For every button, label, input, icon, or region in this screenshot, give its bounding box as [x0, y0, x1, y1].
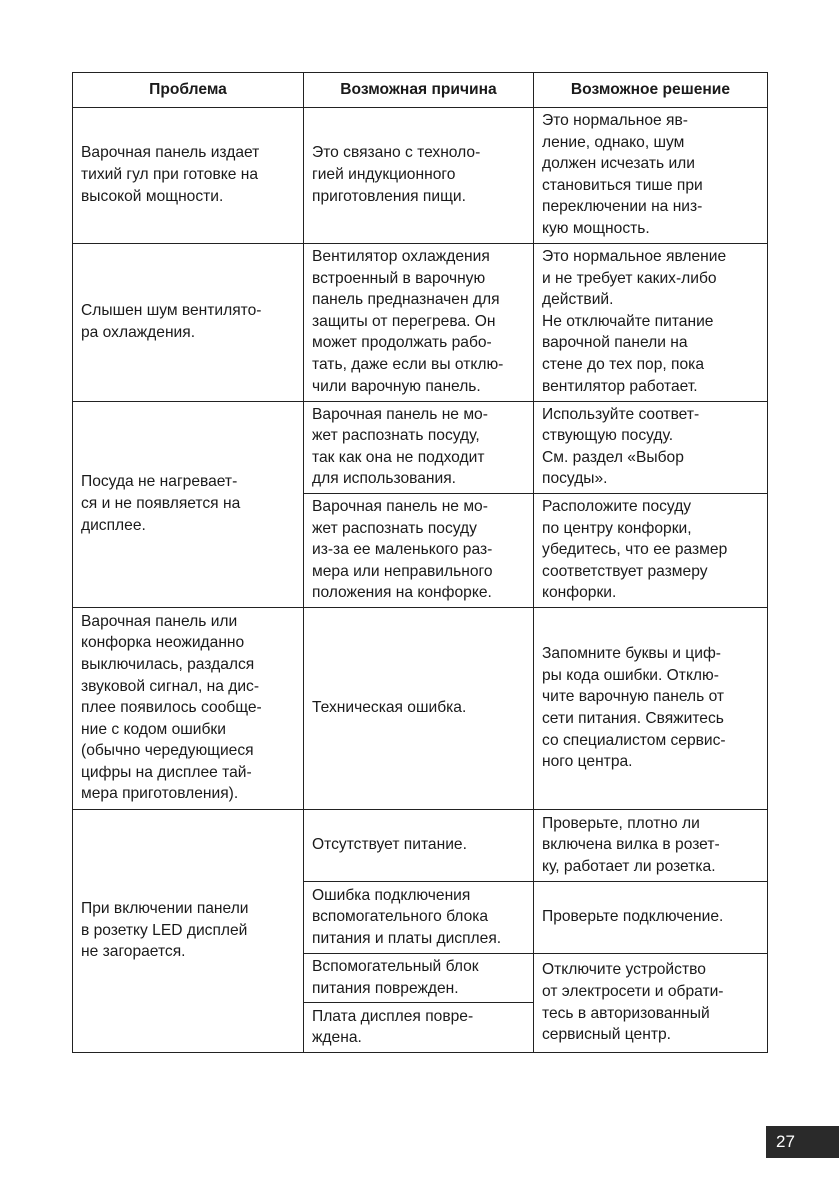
table-header-row	[73, 73, 768, 108]
cause-cell: Варочная панель не мо- жет распознать посуду из-за ее маленького раз- мера или неправильного положения на конфорке.	[304, 493, 534, 607]
cause-cell: Варочная панель не мо- жет распознать посуду, так как она не подходит для использования.	[304, 401, 534, 493]
problem-cell: Посуда не нагревает- ся и не появляется на дисплее.	[73, 401, 304, 607]
solution-cell: Запомните буквы и циф- ры кода ошибки. Отклю- чите варочную панель от сети питания. Свяжитесь со специалистом сервис- ного центра.	[534, 607, 768, 809]
problem-cell: Слышен шум вентилято- ра охлаждения.	[73, 243, 304, 401]
table-row	[73, 401, 768, 493]
solution-cell: Используйте соответ- ствующую посуду. См. раздел «Выбор посуды».	[534, 401, 768, 493]
cause-cell: Плата дисплея повре- ждена.	[304, 1003, 534, 1053]
cause-cell: Вентилятор охлаждения встроенный в варочную панель предназначен для защиты от перегрева. Он может продолжать рабо- тать, даже если вы отклю- чили варочную панель.	[304, 243, 534, 401]
solution-cell: Проверьте подключение.	[534, 881, 768, 953]
table-row	[73, 809, 768, 881]
header-problem: Проблема	[73, 73, 304, 108]
solution-cell: Это нормальное явление и не требует каких-либо действий. Не отключайте питание варочной панели на стене до тех пор, пока вентилятор работает.	[534, 243, 768, 401]
cause-cell: Это связано с техноло- гией индукционного приготовления пищи.	[304, 108, 534, 244]
solution-cell: Проверьте, плотно ли включена вилка в розет- ку, работает ли розетка.	[534, 809, 768, 881]
solution-cell: Это нормальное яв- ление, однако, шум должен исчезать или становиться тише при переключении на низ- кую мощность.	[534, 108, 768, 244]
table-row	[73, 108, 768, 244]
cause-cell: Вспомогательный блок питания поврежден.	[304, 953, 534, 1002]
cause-cell: Отсутствует питание.	[304, 809, 534, 881]
table-row	[73, 243, 768, 401]
cause-cell: Техническая ошибка.	[304, 607, 534, 809]
solution-cell: Отключите устройство от электросети и обрати- тесь в авторизованный сервисный центр.	[534, 953, 768, 1052]
solution-cell: Расположите посуду по центру конфорки, убедитесь, что ее размер соответствует размеру конфорки.	[534, 493, 768, 607]
problem-cell: Варочная панель или конфорка неожиданно выключилась, раздался звуковой сигнал, на дис- плее появилось сообще- ние с кодом ошибки (обычно чередующиеся цифры на дисплее тай- мера приготовления).	[73, 607, 304, 809]
table-row	[73, 607, 768, 809]
header-cause: Возможная причина	[304, 73, 534, 108]
troubleshooting-table	[72, 72, 768, 1053]
cause-cell: Ошибка подключения вспомогательного блока питания и платы дисплея.	[304, 881, 534, 953]
page-number: 27	[766, 1126, 839, 1158]
problem-cell: При включении панели в розетку LED дисплей не загорается.	[73, 809, 304, 1052]
problem-cell: Варочная панель издает тихий гул при готовке на высокой мощности.	[73, 108, 304, 244]
header-solution: Возможное решение	[534, 73, 768, 108]
